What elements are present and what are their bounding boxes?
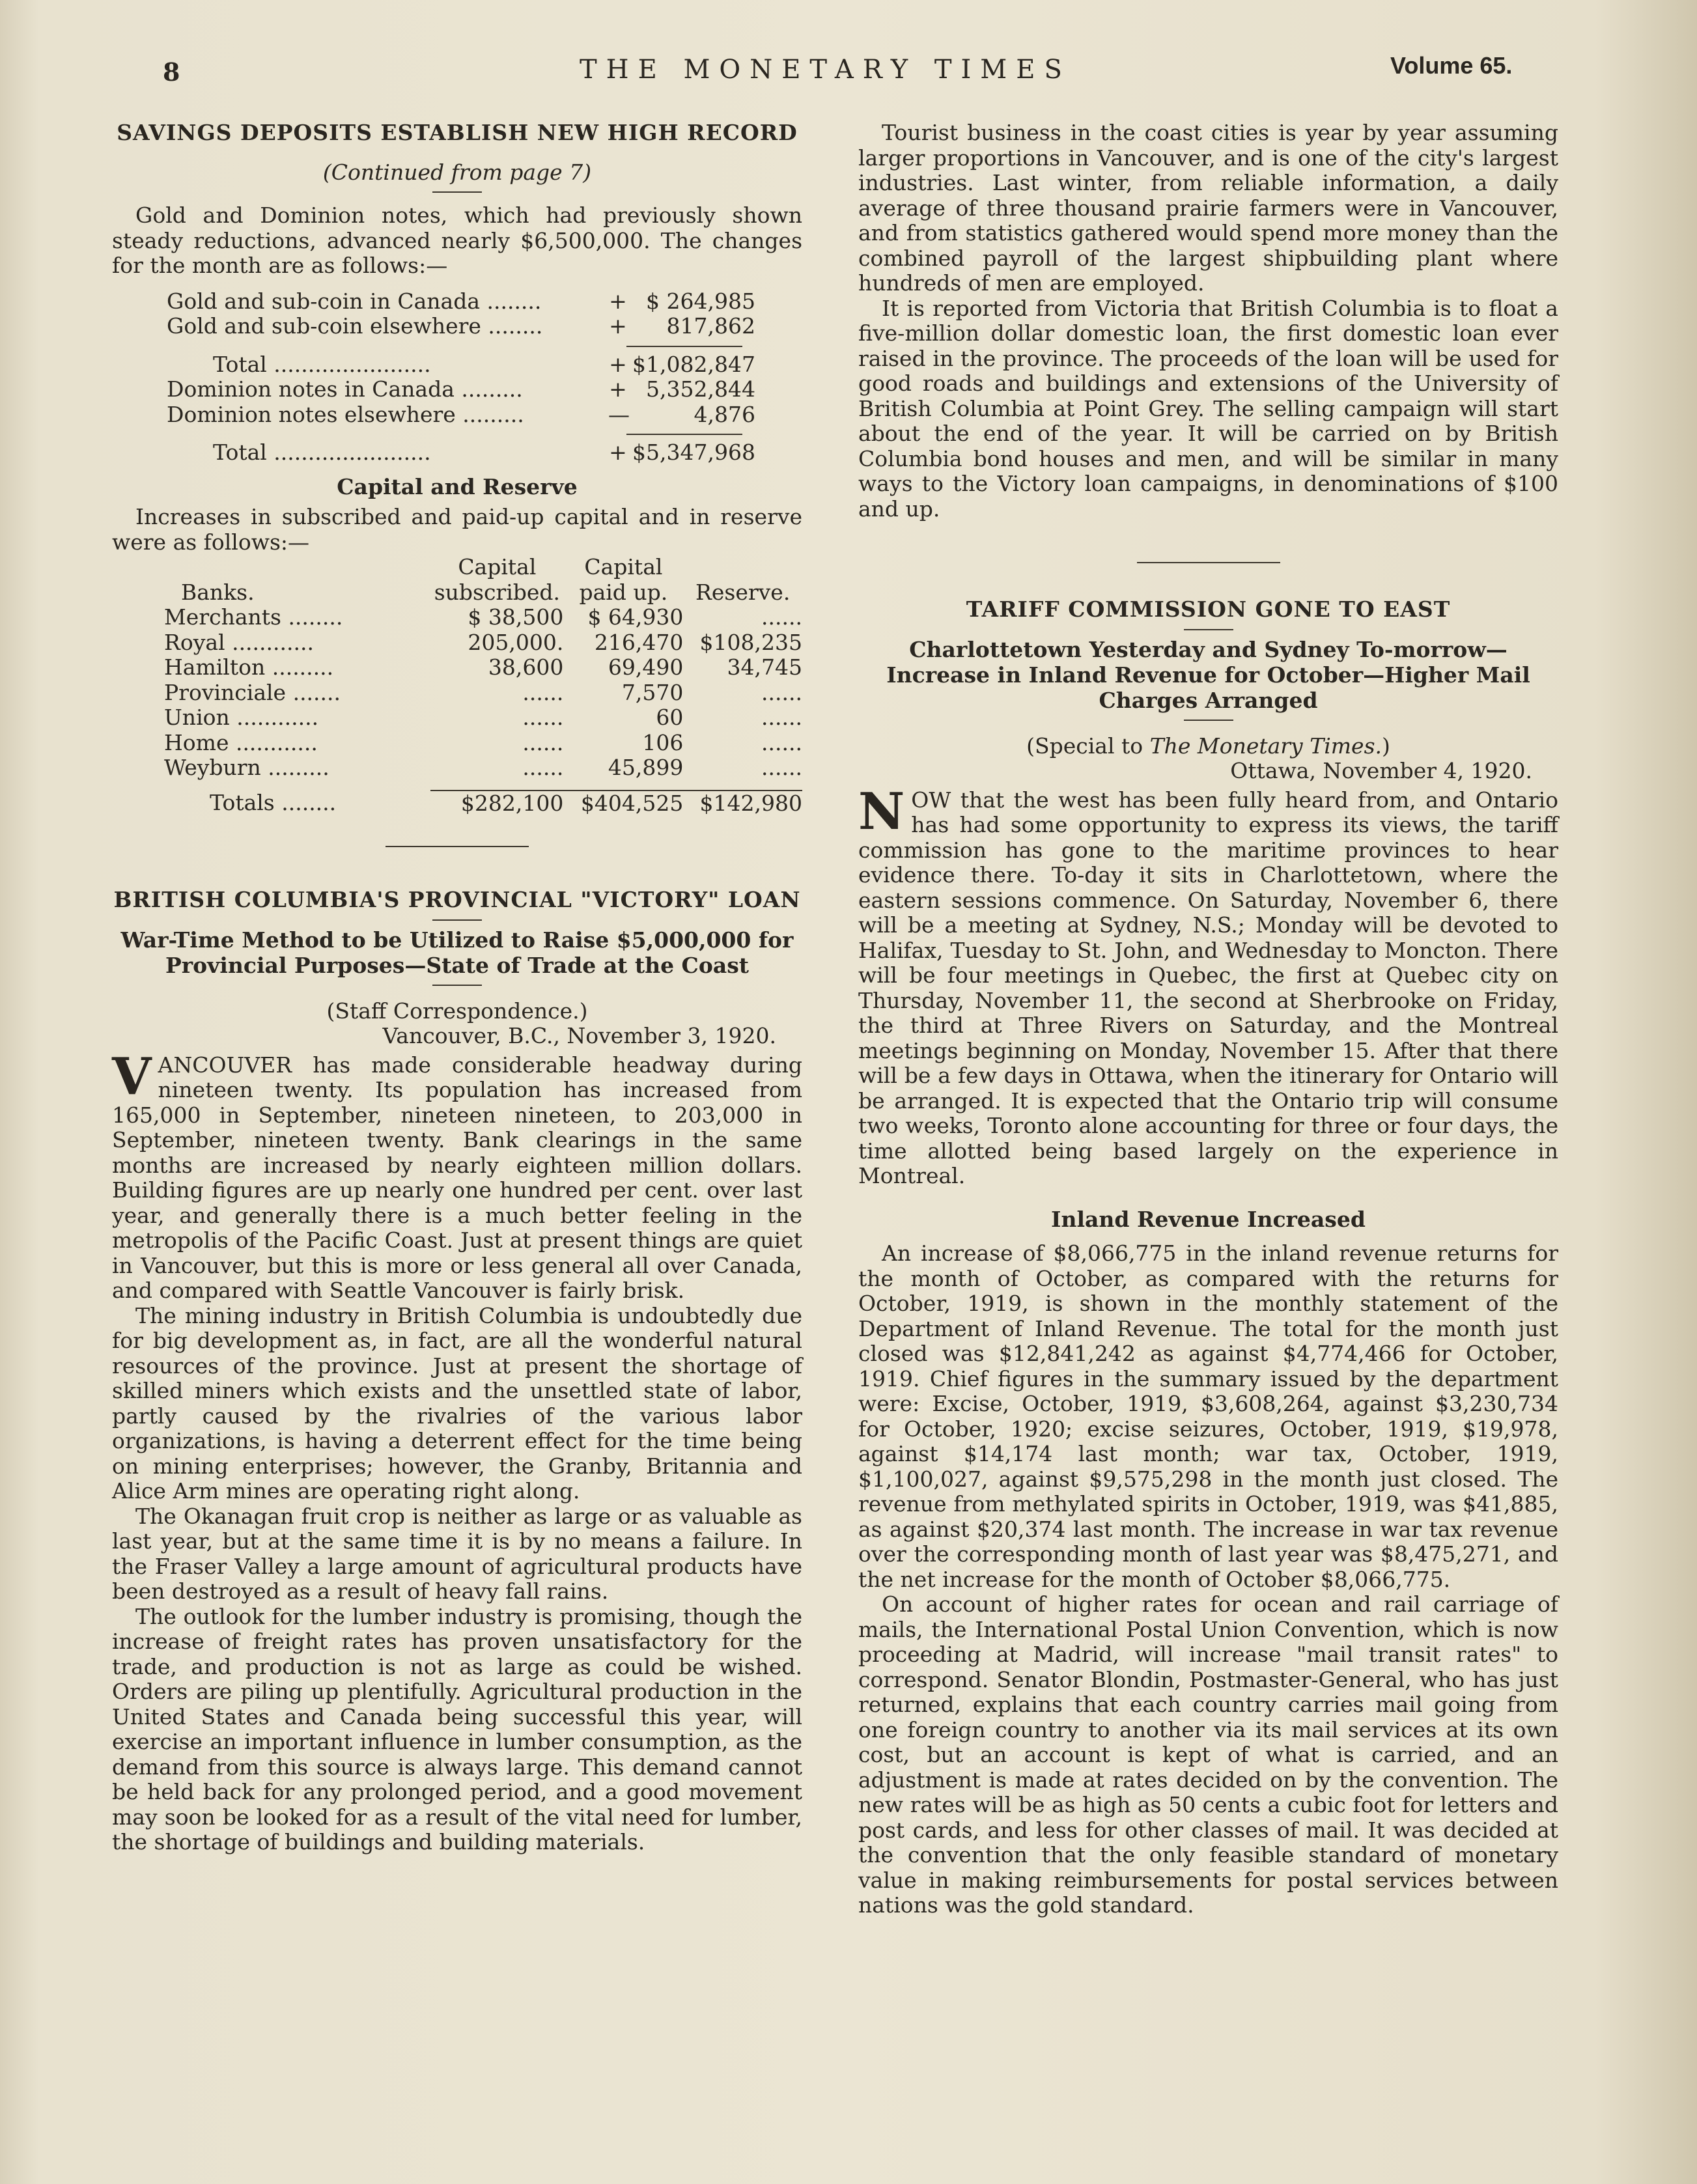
bc-loan-headline: BRITISH COLUMBIA'S PROVINCIAL "VICTORY" LOAN [113,887,801,912]
tariff-headline: TARIFF COMMISSION GONE TO EAST [966,596,1451,622]
savings-intro: Gold and Dominion notes, which had previously shown steady reductions, advanced nearly $6,500,000. The changes for the month are as follows:— [112,203,802,278]
table-row: Merchants ........ $ 38,500 $ 64,930 ...... [164,604,802,630]
divider [1184,629,1233,630]
tariff-paragraph: NOW that the west has been fully heard from, and Ontario has had some opportunity to express its views, the tariff commission has gone to the maritime provinces to hear evidence there. To-day it sits in Charlottetown, where the eastern sessions commence. On Saturday, November 6, there will be a meeting at Sydney, N.S.; Monday will be devoted to Halifax, Tuesday to St. John, and Wednesday to Moncton. There will be four meetings in Quebec, the first at Quebec city on Thursday, November 11, the second at Sherbrooke on Friday, the third at Three Rivers on Saturday, and the Montreal meetings beginning on Monday, November 15. After that there will be a few days in Ottawa, when the itinerary for Ontario will be arranged. It is expected that the Ontario trip will consume two weeks, Toronto alone accounting for three or four days, the time allotted being based largely on the experience in Montreal. [858,781,1558,1188]
drop-cap: V [112,1046,152,1106]
bc-paragraph: Tourist business in the coast cities is year by year assuming larger proportions in Vancouver, and is one of the city's largest industries. Last winter, from reliable information, a daily average of three thousand prairie farmers were in Vancouver, and from statistics gathered would spend more money than the combined payroll of the largest shipbuilding plant where hundreds of men are employed. [858,120,1558,296]
bank-capital-table [164,555,802,816]
total-rule [626,434,742,435]
bc-paragraph: It is reported from Victoria that British Columbia is to float a five-million dollar domestic loan, the first domestic loan ever raised in the province. The proceeds of the loan will be used for good roads and buildings and extensions of the University of British Columbia at Point Grey. The selling campaign will start about the end of the year. It will be carried on by British Columbia bond houses and men, and will be similar in many ways to the Victory loan campaigns, in denominations of $100 and up. [858,295,1558,522]
ledger-total-row: Total ....................... + $1,082,847 [213,351,755,377]
page-header [0,51,1697,90]
tariff-paragraph: An increase of $8,066,775 in the inland revenue returns for the month of October, as compared with the returns for October, 1919, is shown in the monthly statement of the Department of Inland Revenue. The total for the month just closed was $12,841,242 as against $4,774,466 for October, 1919. Chief figures in the summary issued by the department were: Excise, October, 1919, $3,608,264, against $3,230,734 for October, 1920; excise seizures, October, 1919, $19,978, against $14,174 last month; war tax, October, 1919, $1,100,027, against $9,575,298 in the month just closed. The revenue from methylated spirits in October, 1919, was $41,885, as against $20,374 last month. The increase in war tax revenue over the corresponding month of last year was $8,475,271, and the net increase for the month of October $8,066,775. [858,1240,1558,1592]
tariff-paragraph: On account of higher rates for ocean and rail carriage of mails, the International Postal Union Convention, which is now proceeding at Madrid, will increase "mail transit rates" to correspond. Senator Blondin, Postmaster-General, who has just returned, explains that each country carries mail going from one foreign country to another via its mail services at its own cost, but an account is kept of what is carried, and an adjustment is made at rates decided on by the convention. The new rates will be as high as 50 cents a cubic foot for letters and post cards, and less for other classes of mail. It was decided at the convention that the only feasible standard of monetary value in making reimbursements for postal services between nations was the gold standard. [858,1591,1558,1918]
dateline: Vancouver, B.C., November 3, 1920. [382,1023,776,1048]
capital-intro: Increases in subscribed and paid-up capital and in reserve were as follows:— [112,504,802,555]
ledger-row: Gold and sub-coin in Canada ........ + $ 264,985 [167,288,755,314]
ledger-row: Gold and sub-coin elsewhere ........ + 817,862 [167,313,755,339]
table-row: Provinciale ....... ...... 7,570 ...... [164,679,802,705]
inland-revenue-heading: Inland Revenue Increased [1051,1206,1366,1232]
divider [1184,720,1233,721]
changes-ledger [112,289,802,466]
left-column [112,120,802,1855]
drop-cap: N [858,781,905,841]
byline: (Special to The Monetary Times.) [1026,733,1390,759]
bc-paragraph: The outlook for the lumber industry is promising, though the increase of freight rates has proven unsatisfactory for the trade, and production is not as large as could be wished. Orders are piling up plentifully. Agricultural production in the United States and Canada being successful this year, will exercise an important influence in lumber consumption, as the demand from this source is always large. This demand cannot be held back for any prolonged period, and a good movement may soon be looked for as a result of the vital need for lumber, the shortage of buildings and building materials. [112,1603,802,1855]
tariff-subheadline: Charlottetown Yesterday and Sydney To-morrow—Increase in Inland Revenue for October—Higher Mail Charges Arranged [886,636,1530,713]
ledger-row: Dominion notes elsewhere ......... — 4,876 [167,401,755,427]
subtotal-rule [626,346,742,347]
table-row: Hamilton ......... 38,600 69,490 34,745 [164,654,802,680]
table-header-row: Capital Capital [458,554,663,580]
bc-paragraph: The Okanagan fruit crop is neither as large or as valuable as last year, but at the same time it is by no means a failure. In the Fraser Valley a large amount of agricultural products have been destroyed as a result of heavy fall rains. [112,1503,802,1604]
table-row: Royal ............ 205,000. 216,470 $108,235 [164,629,802,655]
divider [432,191,482,193]
table-row: Home ............ ...... 106 ...... [164,729,802,755]
bc-loan-subheadline: War-Time Method to be Utilized to Raise $5,000,000 for Provincial Purposes—State of Trade at the Coast [120,927,794,978]
right-column [858,120,1558,1918]
volume-label: Volume 65. [1390,52,1513,79]
bc-paragraph: The mining industry in British Columbia is undoubtedly due for big development as, in fact, are all the wonderful natural resources of the province. Just at present the shortage of skilled miners which exists and the unsettled state of labor, partly caused by the rivalries of the various labor organizations, is having a deterrent effect for the time being on mining enterprises; however, the Granby, Britannia and Alice Arm mines are operating right along. [112,1302,802,1504]
table-row: Weyburn ......... ...... 45,899 ...... [164,755,802,780]
continued-note: (Continued from page 7) [322,159,592,185]
ledger-row: Dominion notes in Canada ......... + 5,352,844 [167,376,755,402]
dateline: Ottawa, November 4, 1920. [1230,758,1532,783]
table-row: Union ............ ...... 60 ...... [164,705,802,730]
table-totals-row: Totals ........ $282,100 $404,525 $142,980 [210,790,802,816]
bc-paragraph: VANCOUVER has made considerable headway during nineteen twenty. Its population has increased from 165,000 in September, nineteen nineteen, to 203,000 in September, nineteen twenty. Bank clearings in the same months are increased by nearly eighteen million dollars. Building figures are up nearly one hundred per cent. over last year, and generally there is a much better feeling in the metropolis of the Pacific Coast. Just at present things are quiet in Vancouver, but this is more or less general all over Canada, and compared with Seattle Vancouver is fairly brisk. [112,1046,802,1303]
page-number: 8 [163,57,180,87]
ledger-total-row: Total ....................... + $5,347,968 [213,440,755,465]
savings-headline: SAVINGS DEPOSITS ESTABLISH NEW HIGH RECORD [117,120,798,145]
capital-reserve-heading: Capital and Reserve [337,473,578,499]
masthead: THE MONETARY TIMES [580,55,1071,85]
byline: (Staff Correspondence.) [326,998,588,1024]
divider [432,919,482,921]
table-rule-row [164,781,802,791]
divider [432,985,482,986]
table-header-row: Banks. subscribed. paid up. Reserve. [181,579,791,605]
